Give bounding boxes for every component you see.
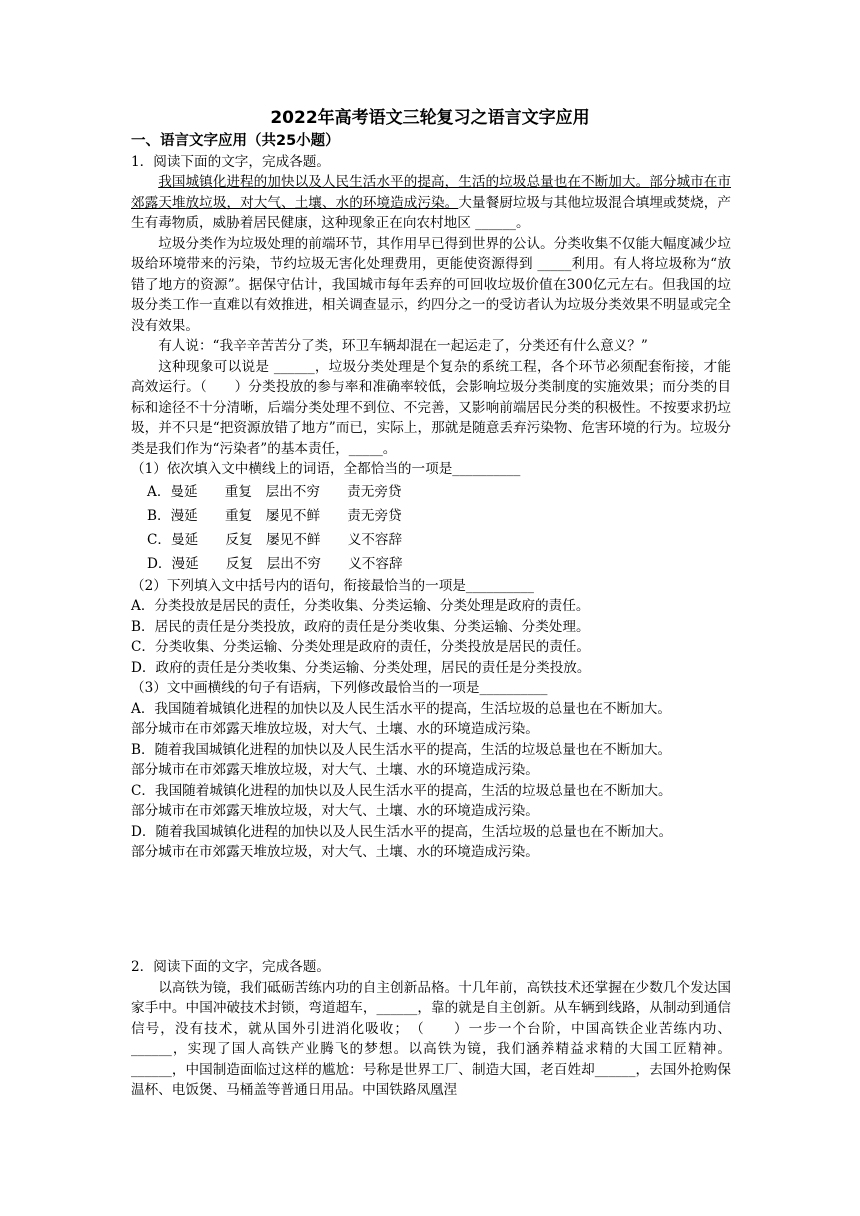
question-2-block	[131, 957, 731, 1101]
sub3-option-c	[131, 781, 731, 822]
sub-question-2: （2）下列填入文中括号内的语句，衔接最恰当的一项是__________	[131, 577, 534, 594]
question-2-paragraph: 以高铁为镜，我们砥砺苦练内功的自主创新品格。十几年前，高铁技术还掌握在少数几个发达国家手中。中国冲破技术封锁，弯道超车，______，靠的就是自主创新。从车辆到线路，从制动到通信信号，没有技术，就从国外引进消化吸收； （ ）一步一个台阶，中国高铁企业苦练内功、______，实现了国人高铁产业腾飞的梦想。以高铁为镜，我们涵养精益求精的大国工匠精神。______，中国制造面临过这样的尴尬：号称是世界工厂、制造大国，老百姓却______，去国外抢购保温杯、电饭煲、马桶盖等普通日用品。中国铁路凤凰涅	[131, 979, 731, 1098]
question-1-paragraph-2: 垃圾分类作为垃圾处理的前端环节，其作用早已得到世界的公认。分类收集不仅能大幅度减少垃圾给环境带来的污染，节约垃圾无害化处理费用，更能使资源得到 _____利用。有人将垃圾称为“放错了地方的资源”。据保守估计，我国城市每年丢弃的可回收垃圾价值在300亿元左右。但我国的垃圾分类工作一直难以有效推进，相关调查显示，约四分之一的受访者认为垃圾分类效果不明显或完全没有效果。	[131, 235, 731, 334]
question-1-block	[131, 131, 731, 863]
sub3-option-a	[131, 699, 731, 740]
sub1-option-d: D．漫延 反复 层出不穷 义不容辞	[147, 555, 403, 572]
sub3-option-d-line-2: 部分城市在市郊露天堆放垃圾，对大气、土壤、水的环境造成污染。	[131, 844, 539, 860]
question-2-stem: 2．阅读下面的文字，完成各题。	[131, 959, 330, 975]
question-1-stem: 1．阅读下面的文字，完成各题。	[131, 153, 330, 170]
sub-question-1: （1）依次填入文中横线上的词语，全都恰当的一项是__________	[131, 461, 521, 477]
sub2-option-a: A．分类投放是居民的责任，分类收集、分类运输、分类处理是政府的责任。	[131, 598, 590, 614]
underlined-sentence-b: 部分城市在市郊露天堆放垃圾，对大气、土壤、水的环境造成污染。	[131, 174, 732, 211]
question-1-paragraph-1	[131, 172, 731, 234]
underlined-sentence-a: 我国城镇化进程的加快以及人民生活水平的提高，生活的垃圾总量也在不断加大。	[158, 174, 650, 190]
sub3-option-a-line-2: 部分城市在市郊露天堆放垃圾，对大气、土壤、水的环境造成污染。	[131, 721, 539, 737]
sub2-option-c: C．分类收集、分类运输、分类处理是政府的责任，分类投放是居民的责任。	[131, 639, 590, 655]
sub-question-3: （3）文中画横线的句子有语病，下列修改最恰当的一项是__________	[131, 680, 548, 696]
sub3-option-d	[131, 822, 731, 863]
sub2-option-d: D．政府的责任是分类收集、分类运输、分类处理，居民的责任是分类投放。	[131, 659, 591, 676]
sub3-option-a-line-1: A．我国随着城镇化进程的加快以及人民生活水平的提高，生活垃圾的总量也在不断加大。	[131, 700, 671, 717]
sub3-option-c-line-2: 部分城市在市郊露天堆放垃圾，对大气、土壤、水的环境造成污染。	[131, 803, 539, 819]
sub1-option-b: B．漫延 重复 屡见不鲜 责无旁贷	[147, 507, 402, 524]
document-title: 2022年高考语文三轮复习之语言文字应用	[270, 108, 590, 128]
sub3-option-b	[131, 740, 731, 781]
sub3-option-b-line-1: B．随着我国城镇化进程的加快以及人民生活水平的提高，生活的垃圾总量也在不断加大。	[131, 741, 672, 758]
paragraph-1-rest: 大量餐厨垃圾与其他垃圾混合填埋或焚烧，产生有毒物质，威胁着居民健康，这种现象正在向农村地区 ______。	[131, 194, 731, 231]
section-heading: 一、语言文字应用（共25小题）	[131, 133, 340, 149]
sub2-option-b: B．居民的责任是分类投放，政府的责任是分类收集、分类运输、分类处理。	[131, 618, 590, 635]
sub3-option-c-line-1: C．我国随着城镇化进程的加快以及人民生活水平的提高，生活的垃圾总量也在不断加大。	[131, 782, 672, 799]
sub1-option-c: C．曼延 反复 屡见不鲜 义不容辞	[147, 531, 403, 548]
sub1-option-a: A．曼延 重复 层出不穷 责无旁贷	[147, 483, 402, 500]
question-1-paragraph-4: 这种现象可以说是 ______，垃圾分类处理是个复杂的系统工程，各个环节必须配套衔接，才能高效运行。（ ）分类投放的参与率和准确率较低，会影响垃圾分类制度的实施效果；而分类的目标和途径不十分清晰，后端分类处理不到位、不完善，又影响前端居民分类的积极性。不按要求扔垃圾，并不只是“把资源放错了地方”而已，实际上，那就是随意丢弃污染物、危害环境的行为。垃圾分类是我们作为“污染者”的基本责任，_____。	[131, 358, 731, 457]
sub3-option-b-line-2: 部分城市在市郊露天堆放垃圾，对大气、土壤、水的环境造成污染。	[131, 762, 539, 778]
question-1-paragraph-3: 有人说：“我辛辛苦苦分了类，环卫车辆却混在一起运走了，分类还有什么意义？”	[158, 338, 648, 354]
sub3-option-d-line-1: D．随着我国城镇化进程的加快以及人民生活水平的提高，生活垃圾的总量也在不断加大。	[131, 823, 673, 840]
